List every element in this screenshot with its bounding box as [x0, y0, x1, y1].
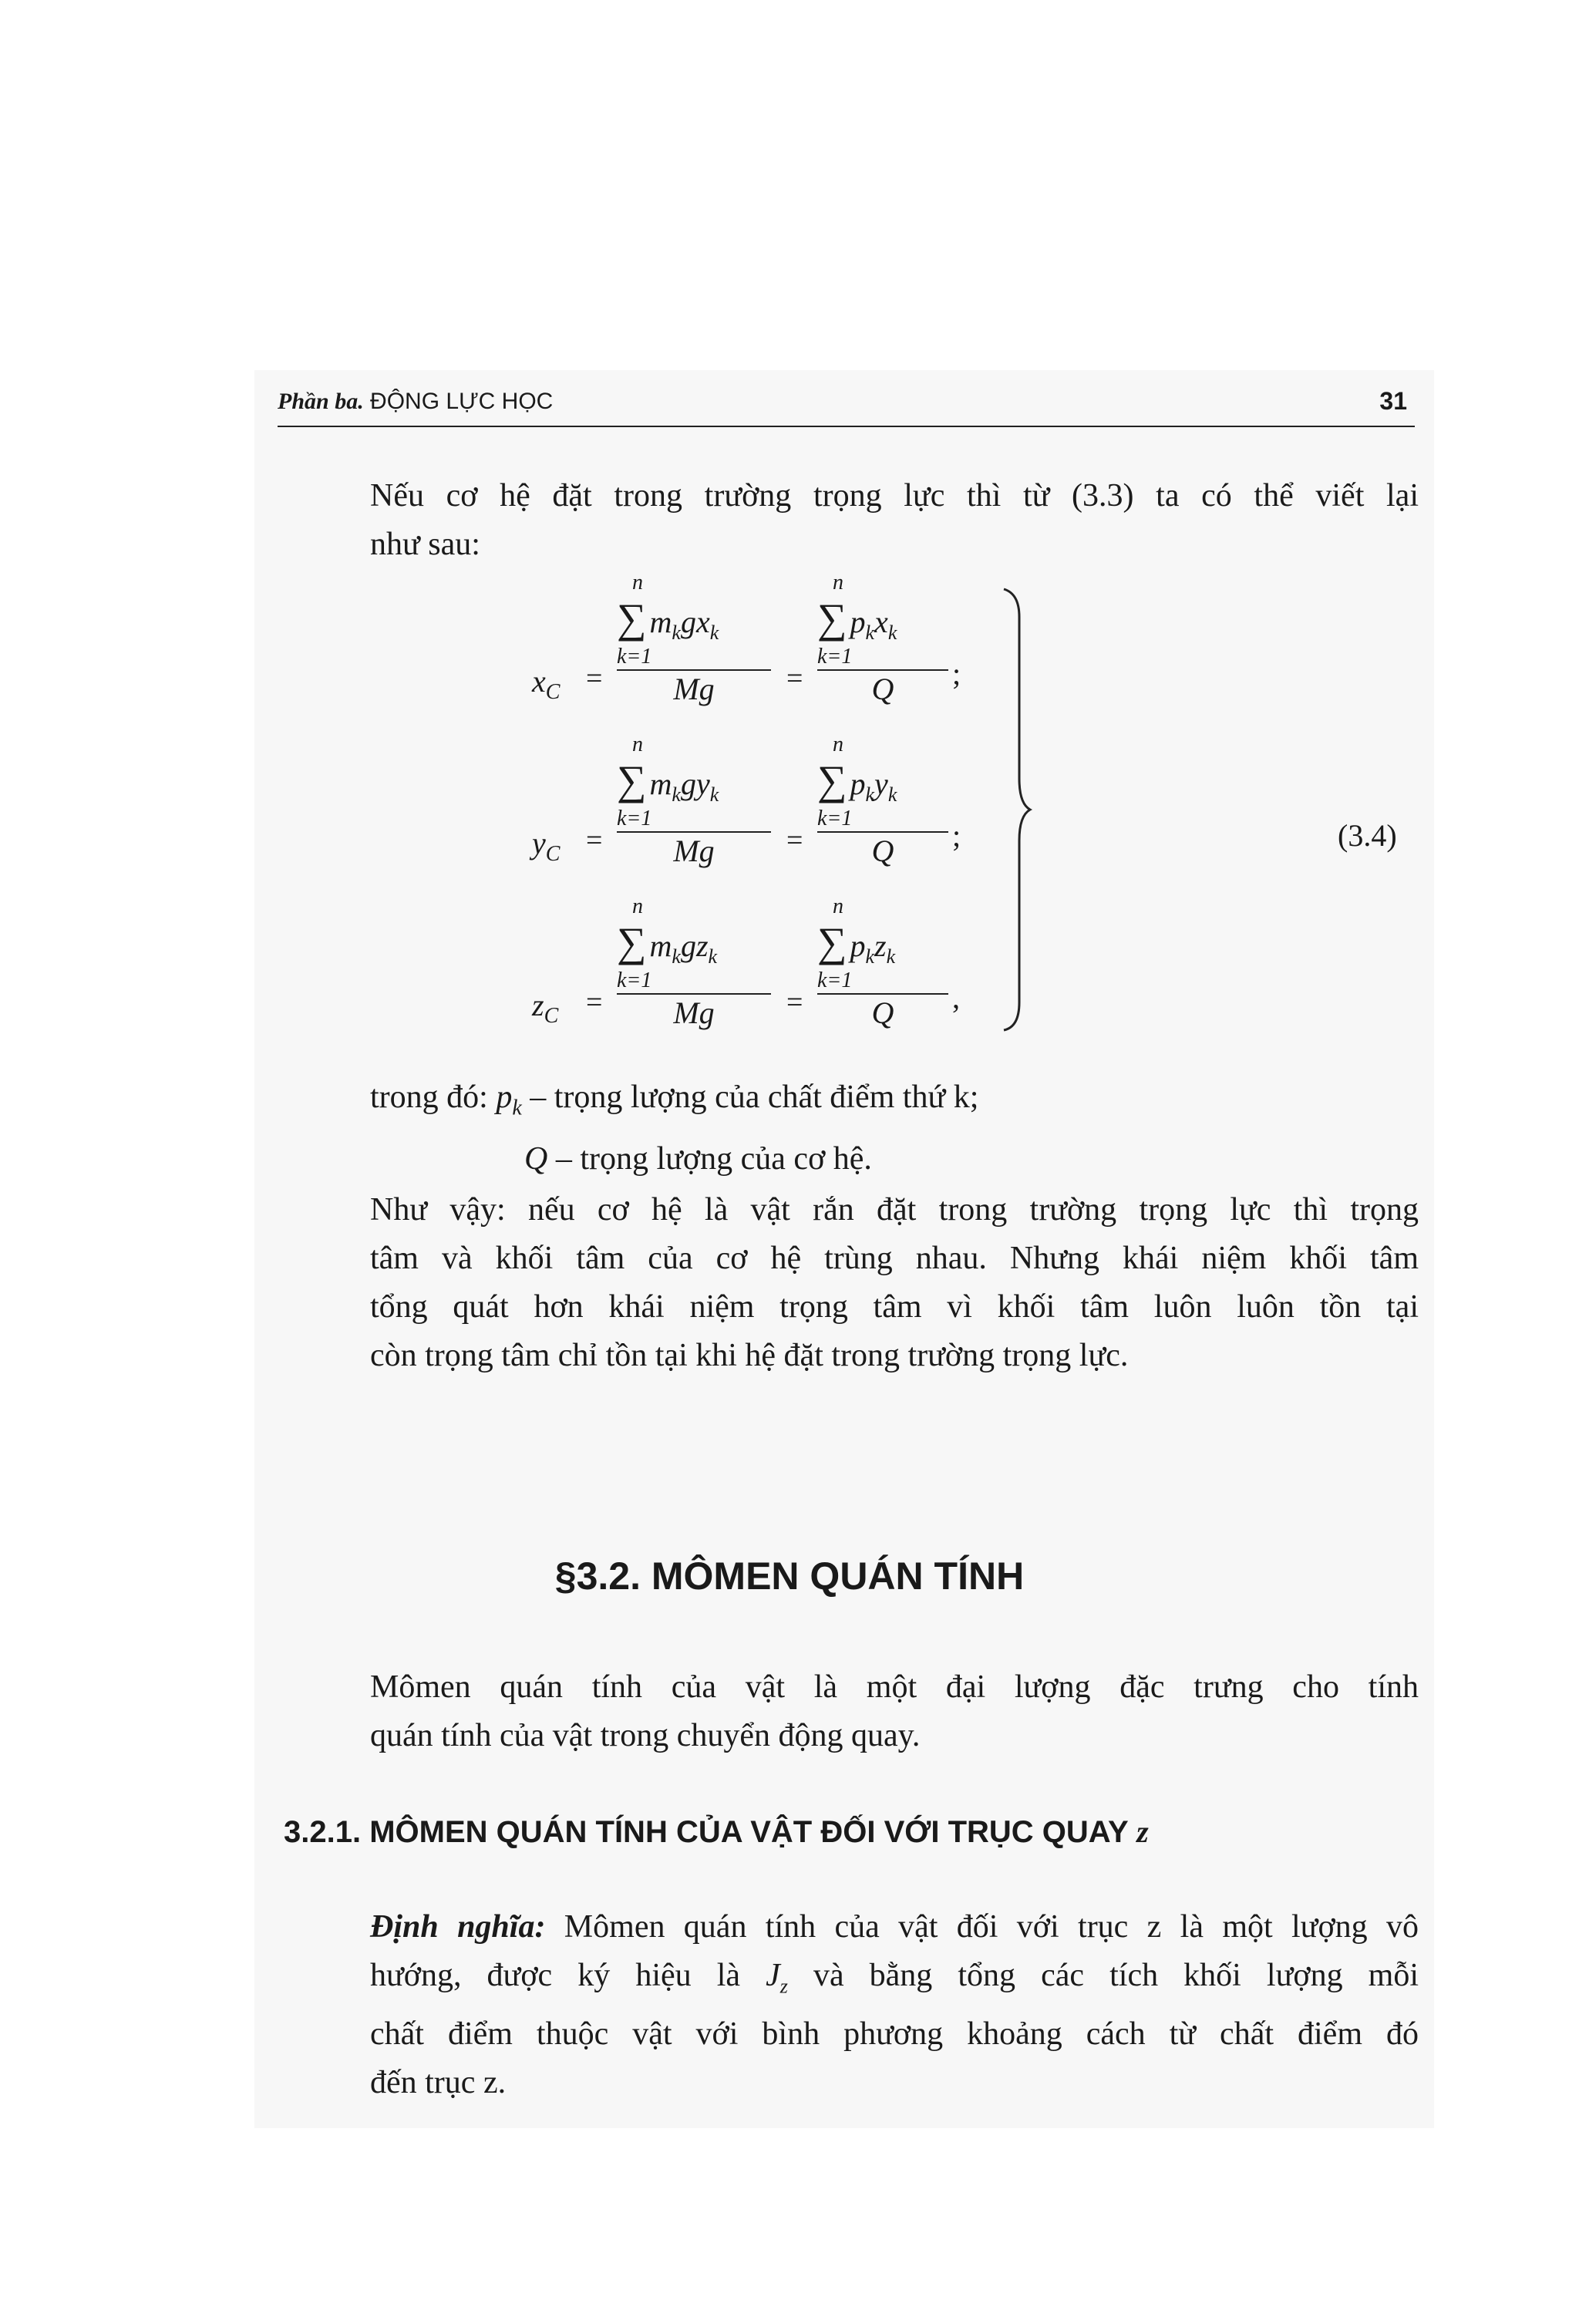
text-line: còn trọng tâm chỉ tồn tại khi hệ đặt trong trường trọng lực. — [370, 1338, 1129, 1373]
sum-symbol: ∑ — [617, 595, 647, 642]
text-line: Định nghĩa: Mômen quán tính của vật đối với trục z là một lượng vô — [370, 1909, 1419, 1945]
equals-sign: = — [586, 662, 603, 695]
formula-row-x: $x_C$ = n ∑ $m_kgx_k$ k=1 Mg = n ∑ $p_kx_k$ k=1 Q ; — [532, 571, 961, 706]
text-line: Như vậy: nếu cơ hệ là vật rắn đặt trong trường trọng lực thì trọng — [370, 1192, 1419, 1228]
lhs: $y_C$ — [532, 826, 561, 866]
definition-label: Định nghĩa: — [370, 1909, 546, 1945]
lhs: $x_C$ — [532, 664, 561, 704]
equals-sign: = — [786, 824, 803, 857]
part-title: Phần ba. ĐỘNG LỰC HỌC — [278, 389, 554, 414]
equals-sign: = — [786, 662, 803, 695]
text-line: tổng quát hơn khái niệm trọng tâm vì khối tâm luôn luôn tồn tại — [370, 1289, 1419, 1325]
equals-sign: = — [786, 986, 803, 1019]
section-heading: §3.2. MÔMEN QUÁN TÍNH — [554, 1554, 1025, 1598]
sum-symbol: ∑ — [617, 919, 647, 965]
text-line: tâm và khối tâm của cơ hệ trùng nhau. Nhưng khái niệm khối tâm — [370, 1241, 1419, 1276]
text-line: Nếu cơ hệ đặt trong trường trọng lực thì từ (3.3) ta có thể viết lại — [370, 478, 1419, 514]
section-intro-paragraph — [370, 1663, 1419, 1760]
lhs: $z_C$ — [532, 988, 559, 1028]
fraction-mass: n ∑ $m_kgz_k$ k=1 Mg — [617, 894, 771, 1031]
text-line: chất điểm thuộc vật với bình phương khoảng cách từ chất điểm đó — [370, 2016, 1419, 2053]
center-of-mass-formulas — [532, 571, 1072, 1049]
equation-number: (3.4) — [1338, 818, 1397, 853]
formula-row-y: $y_C$ = n ∑ $m_kgy_k$ k=1 Mg = n ∑ $p_ky_k$ k=1 Q ; — [532, 733, 961, 868]
sum-symbol: ∑ — [817, 757, 847, 803]
definition-line: Q – trọng lượng của cơ hệ. — [524, 1141, 872, 1177]
fraction-mass: n ∑ $m_kgy_k$ k=1 Mg — [617, 733, 771, 869]
text-line: quán tính của vật trong chuyển động quay. — [370, 1718, 921, 1753]
sum-symbol: ∑ — [617, 757, 647, 803]
fraction-weight: n ∑ $p_kz_k$ k=1 Q — [817, 894, 948, 1031]
page-number: 31 — [1379, 387, 1407, 415]
sum-symbol: ∑ — [817, 595, 847, 642]
running-header — [278, 386, 1415, 427]
subsection-heading: 3.2.1. MÔMEN QUÁN TÍNH CỦA VẬT ĐỐI VỚI TRỤC QUAY z — [284, 1814, 1149, 1849]
equals-sign: = — [586, 824, 603, 857]
symbol-definitions — [370, 1072, 978, 1184]
conclusion-paragraph — [370, 1186, 1419, 1380]
text-line: hướng, được ký hiệu là $J_z$ và bằng tổng các tích khối lượng mỗi — [370, 1958, 1419, 1998]
intro-paragraph — [370, 472, 1419, 569]
text-line: Mômen quán tính của vật là một đại lượng đặc trưng cho tính — [370, 1669, 1419, 1705]
definition-paragraph — [370, 1903, 1419, 2107]
sum-symbol: ∑ — [817, 919, 847, 965]
equals-sign: = — [586, 986, 603, 1019]
definition-line: trong đó: $p_k$ – trọng lượng của chất điểm thứ k; — [370, 1079, 979, 1120]
text-line: đến trục z. — [370, 2065, 507, 2101]
fraction-weight: n ∑ $p_kx_k$ k=1 Q — [817, 571, 948, 707]
formula-row-z: $z_C$ = n ∑ $m_kgz_k$ k=1 Mg = n ∑ $p_kz_k$ k=1 Q , — [532, 894, 960, 1030]
right-brace — [1002, 586, 1033, 1033]
text-line: như sau: — [370, 527, 480, 562]
fraction-weight: n ∑ $p_ky_k$ k=1 Q — [817, 733, 948, 869]
fraction-mass: n ∑ $m_kgx_k$ k=1 Mg — [617, 571, 771, 707]
